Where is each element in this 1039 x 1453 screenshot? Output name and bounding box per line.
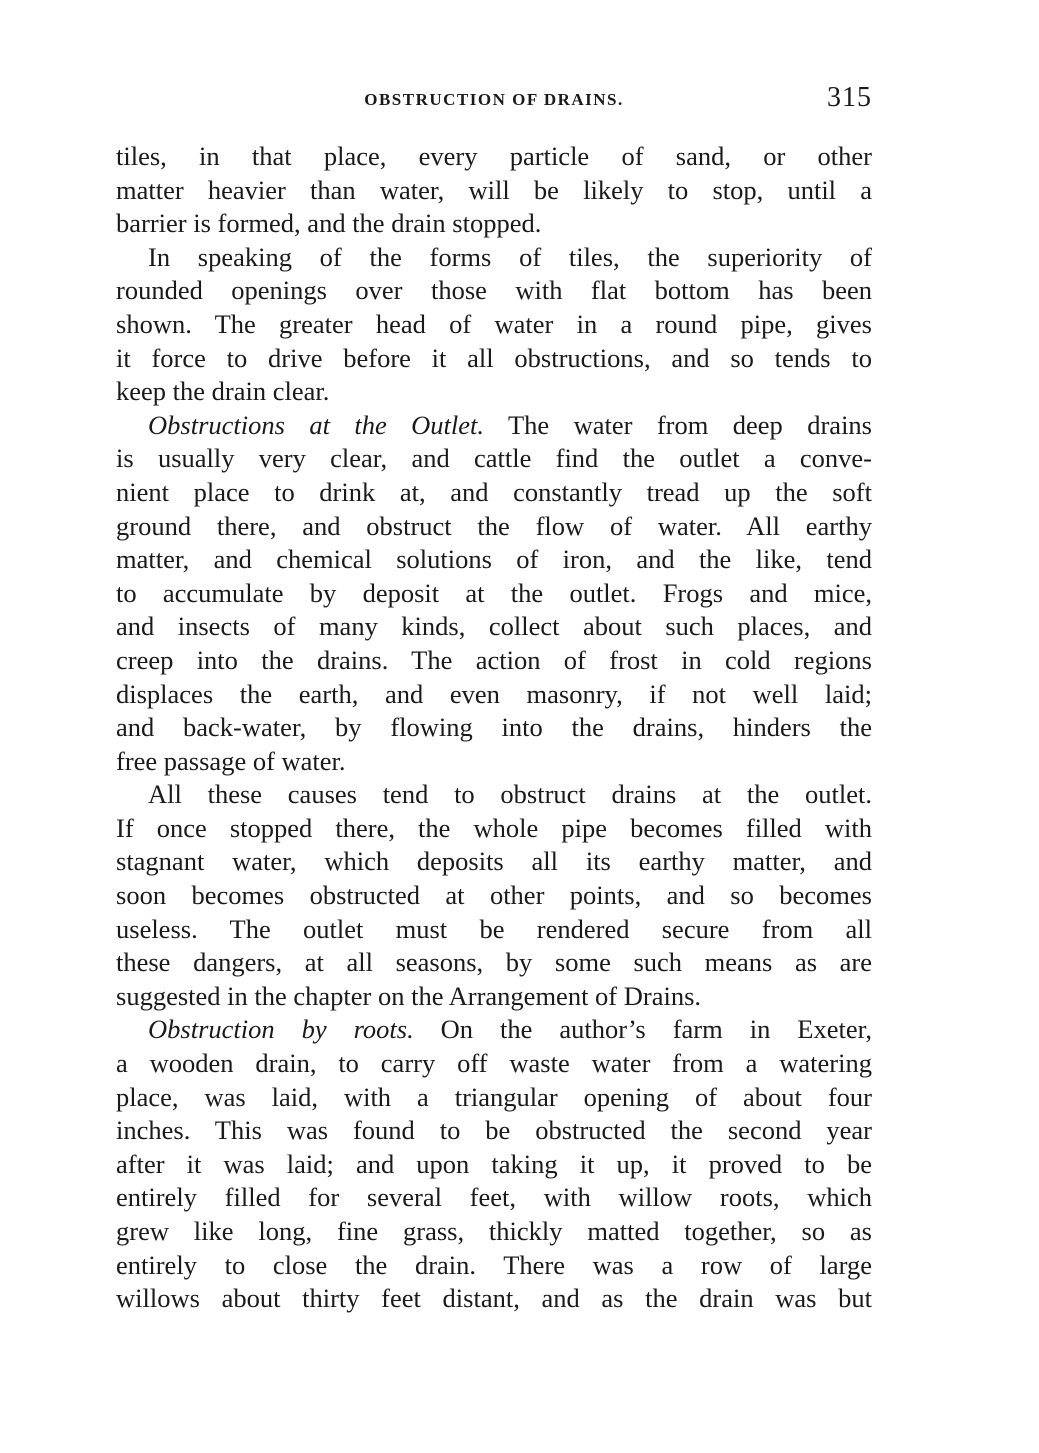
text-line: If once stopped there, the whole pipe becomes filled with [116,812,872,843]
paragraph-obstruction-by-roots [116,1013,872,1315]
text-line [116,409,872,443]
text-line: and insects of many kinds, collect about such places, and [116,611,872,642]
paragraph-forms-of-tiles [116,241,872,409]
text-line: barrier is formed, and the drain stopped. [116,208,542,239]
text-line: grew like long, fine grass, thickly matted together, so as [116,1216,872,1246]
text-run: On the author’s farm in Exeter, [413,1014,872,1045]
text-line: entirely filled for several feet, with willow roots, which [116,1182,872,1213]
text-line: these dangers, at all seasons, by some such means as are [116,947,872,978]
paragraph-all-these-causes [116,778,872,1013]
text-line: a wooden drain, to carry off waste water from a watering [116,1048,872,1079]
page-number: 315 [827,82,872,113]
text-line: place, was laid, with a triangular opening of about four [116,1081,872,1112]
text-line: In speaking of the forms of tiles, the superiority of [148,241,872,272]
text-line: it force to drive before it all obstructions, and so tends to [116,342,872,373]
paragraph-obstructions-at-outlet [116,409,872,779]
body-text [116,140,872,1316]
text-line: matter heavier than water, will be likely to stop, until a [116,174,872,205]
text-line: keep the drain clear. [116,376,330,407]
text-line: entirely to close the drain. There was a row of large [116,1249,872,1280]
text-line: useless. The outlet must be rendered secure from all [116,913,872,944]
text-line: stagnant water, which deposits all its earthy matter, and [116,846,872,877]
section-heading-outlet: Obstructions at the Outlet. [148,409,485,440]
text-line: and back-water, by flowing into the drains, hinders the [116,712,872,743]
text-line: to accumulate by deposit at the outlet. Frogs and mice, [116,577,872,608]
text-line: displaces the earth, and even masonry, if not well laid; [116,678,872,709]
text-line: nient place to drink at, and constantly tread up the soft [116,476,872,507]
text-line: soon becomes obstructed at other points, and so becomes [116,880,872,911]
text-line: rounded openings over those with flat bottom has been [116,275,872,306]
text-run: The water from deep drains [484,409,872,440]
text-line: tiles, in that place, every particle of sand, or other [116,141,872,171]
text-line: shown. The greater head of water in a round pipe, gives [116,308,872,339]
section-heading-roots: Obstruction by roots. [148,1014,414,1045]
text-line: after it was laid; and upon taking it up, it proved to be [116,1148,872,1179]
text-line: inches. This was found to be obstructed the second year [116,1115,872,1146]
text-line: matter, and chemical solutions of iron, and the like, tend [116,544,872,575]
text-line: free passage of water. [116,745,346,776]
text-line: All these causes tend to obstruct drains at the outlet. [148,779,872,810]
paragraph-tiles-continuation [116,140,872,241]
text-line: creep into the drains. The action of frost in cold regions [116,644,872,675]
text-line [116,1013,872,1047]
text-line: is usually very clear, and cattle find the outlet a conve- [116,443,872,474]
running-title: OBSTRUCTION OF DRAINS. [364,90,624,109]
text-line: willows about thirty feet distant, and as the drain was but [116,1283,872,1314]
running-head [116,80,872,120]
text-line: ground there, and obstruct the flow of water. All earthy [116,510,872,541]
text-line: suggested in the chapter on the Arrangement of Drains. [116,980,702,1011]
